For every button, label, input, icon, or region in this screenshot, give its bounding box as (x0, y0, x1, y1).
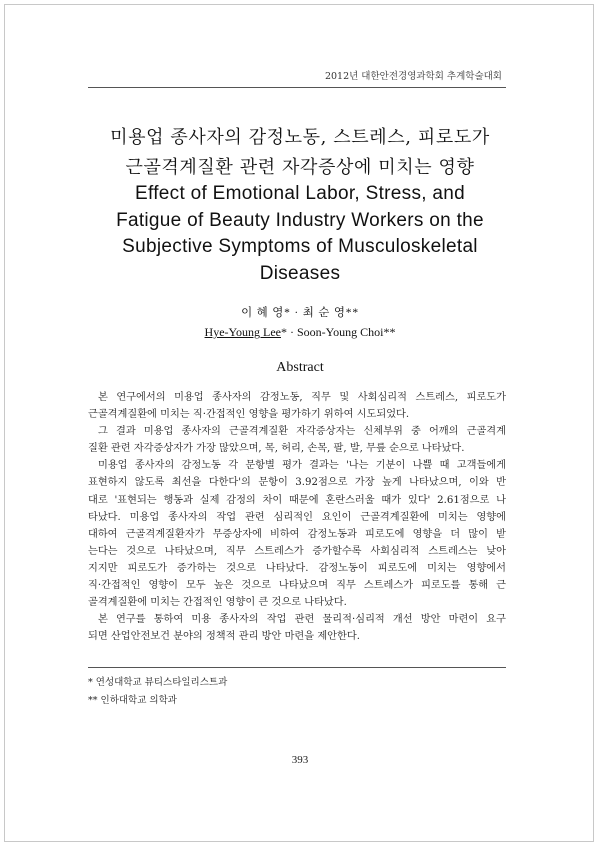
abstract-line: 표현하지 않도록 최선을 다한다'의 문항이 3.92점으로 가장 높게 나타났으며, 이와 반 (88, 477, 506, 489)
abstract-paragraph (88, 611, 506, 645)
abstract-line: 는다는 것으로 나타났으며, 직무 스트레스가 증가할수록 사회심리적 스트레스는 낮아 (88, 545, 506, 557)
abstract-line: 타났다. 미용업 종사자의 작업 관련 심리적인 요인이 근골격계질환에 미치는 영향에 (88, 511, 506, 523)
authors-korean: 이 혜 영* · 최 순 영** (241, 307, 359, 319)
title-english-line-2: Fatigue of Beauty Industry Workers on the (116, 209, 484, 231)
author-block (0, 305, 600, 342)
other-authors: * · Soon-Young Choi** (280, 325, 396, 339)
first-author-name: Hye-Young Lee (204, 325, 281, 339)
page-number: 393 (291, 754, 309, 766)
abstract-line: 골격계질환에 미치는 간접적인 영향이 큰 것으로 나타났다. (88, 597, 347, 609)
abstract-line: 근골격계질환에 미치는 직·간접적인 영향을 평가하기 위하여 시도되었다. (88, 409, 410, 421)
title-korean-line-2: 근골격계질환 관련 자각증상에 미치는 영향 (125, 157, 475, 178)
abstract-heading: Abstract (276, 360, 324, 375)
footnote-divider (88, 667, 506, 668)
title-english-line-1: Effect of Emotional Labor, Stress, and (134, 183, 465, 204)
abstract-line: 질환 관련 자각증상자가 가장 많았으며, 목, 허리, 손목, 팔, 발, 무릎 순으로 나타났다. (88, 443, 465, 455)
header-divider (88, 87, 506, 88)
abstract-line: 미용업 종사자의 감정노동 각 문항별 평가 결과는 '나는 기분이 나쁠 때 고객들에게 (98, 460, 506, 472)
abstract-paragraph (88, 423, 506, 457)
abstract-paragraph (88, 389, 506, 423)
running-header: 2012년 대한안전경영과학회 추계학술대회 (324, 71, 502, 82)
abstract-line: 대하여 근골격계질환자가 무증상자에 비하여 감정노동과 피로도에 영향을 더 많이 받 (88, 528, 506, 540)
footnote-affiliation-2: ** 인하대학교 의학과 (88, 695, 177, 706)
abstract-paragraph (88, 457, 506, 611)
paper-title (0, 123, 600, 288)
abstract-line: 그 결과 미용업 종사자의 근골격계질환 자각증상자는 신체부위 중 어깨의 근골격계 (98, 426, 506, 438)
abstract-line: 본 연구를 통하여 미용 종사자의 작업 관련 물리적·심리적 개선 방안 마련이 요구 (98, 614, 506, 626)
abstract-line: 직·간접적인 영향이 모두 높은 것으로 나타났으며 직무 스트레스가 피로도를 통해 근 (88, 580, 506, 592)
footnote-affiliation-1: * 연성대학교 뷰티스타일리스트과 (88, 677, 228, 688)
title-korean-line-1: 미용업 종사자의 감정노동, 스트레스, 피로도가 (110, 127, 490, 148)
abstract-body (88, 389, 506, 645)
abstract-line: 대로 '표현되는 행동과 실제 감정의 차이 때문에 혼란스러울 때가 있다' 2.61점으로 나 (88, 494, 506, 506)
authors-english (0, 322, 600, 342)
title-english-line-4: Diseases (259, 263, 341, 285)
footnotes (88, 674, 506, 710)
title-english (0, 181, 600, 288)
abstract-line: 본 연구에서의 미용업 종사자의 감정노동, 직무 및 사회심리적 스트레스, 피로도가 (98, 392, 506, 403)
abstract-line: 되면 산업안전보건 분야의 정책적 관리 방안 마련을 제안한다. (88, 631, 360, 643)
title-english-line-3: Subjective Symptoms of Musculoskeletal (122, 236, 478, 258)
abstract-line: 지지만 피로도가 증가하는 것으로 나타났다. 감정노동이 피로도에 미치는 영향에서 (88, 562, 506, 574)
